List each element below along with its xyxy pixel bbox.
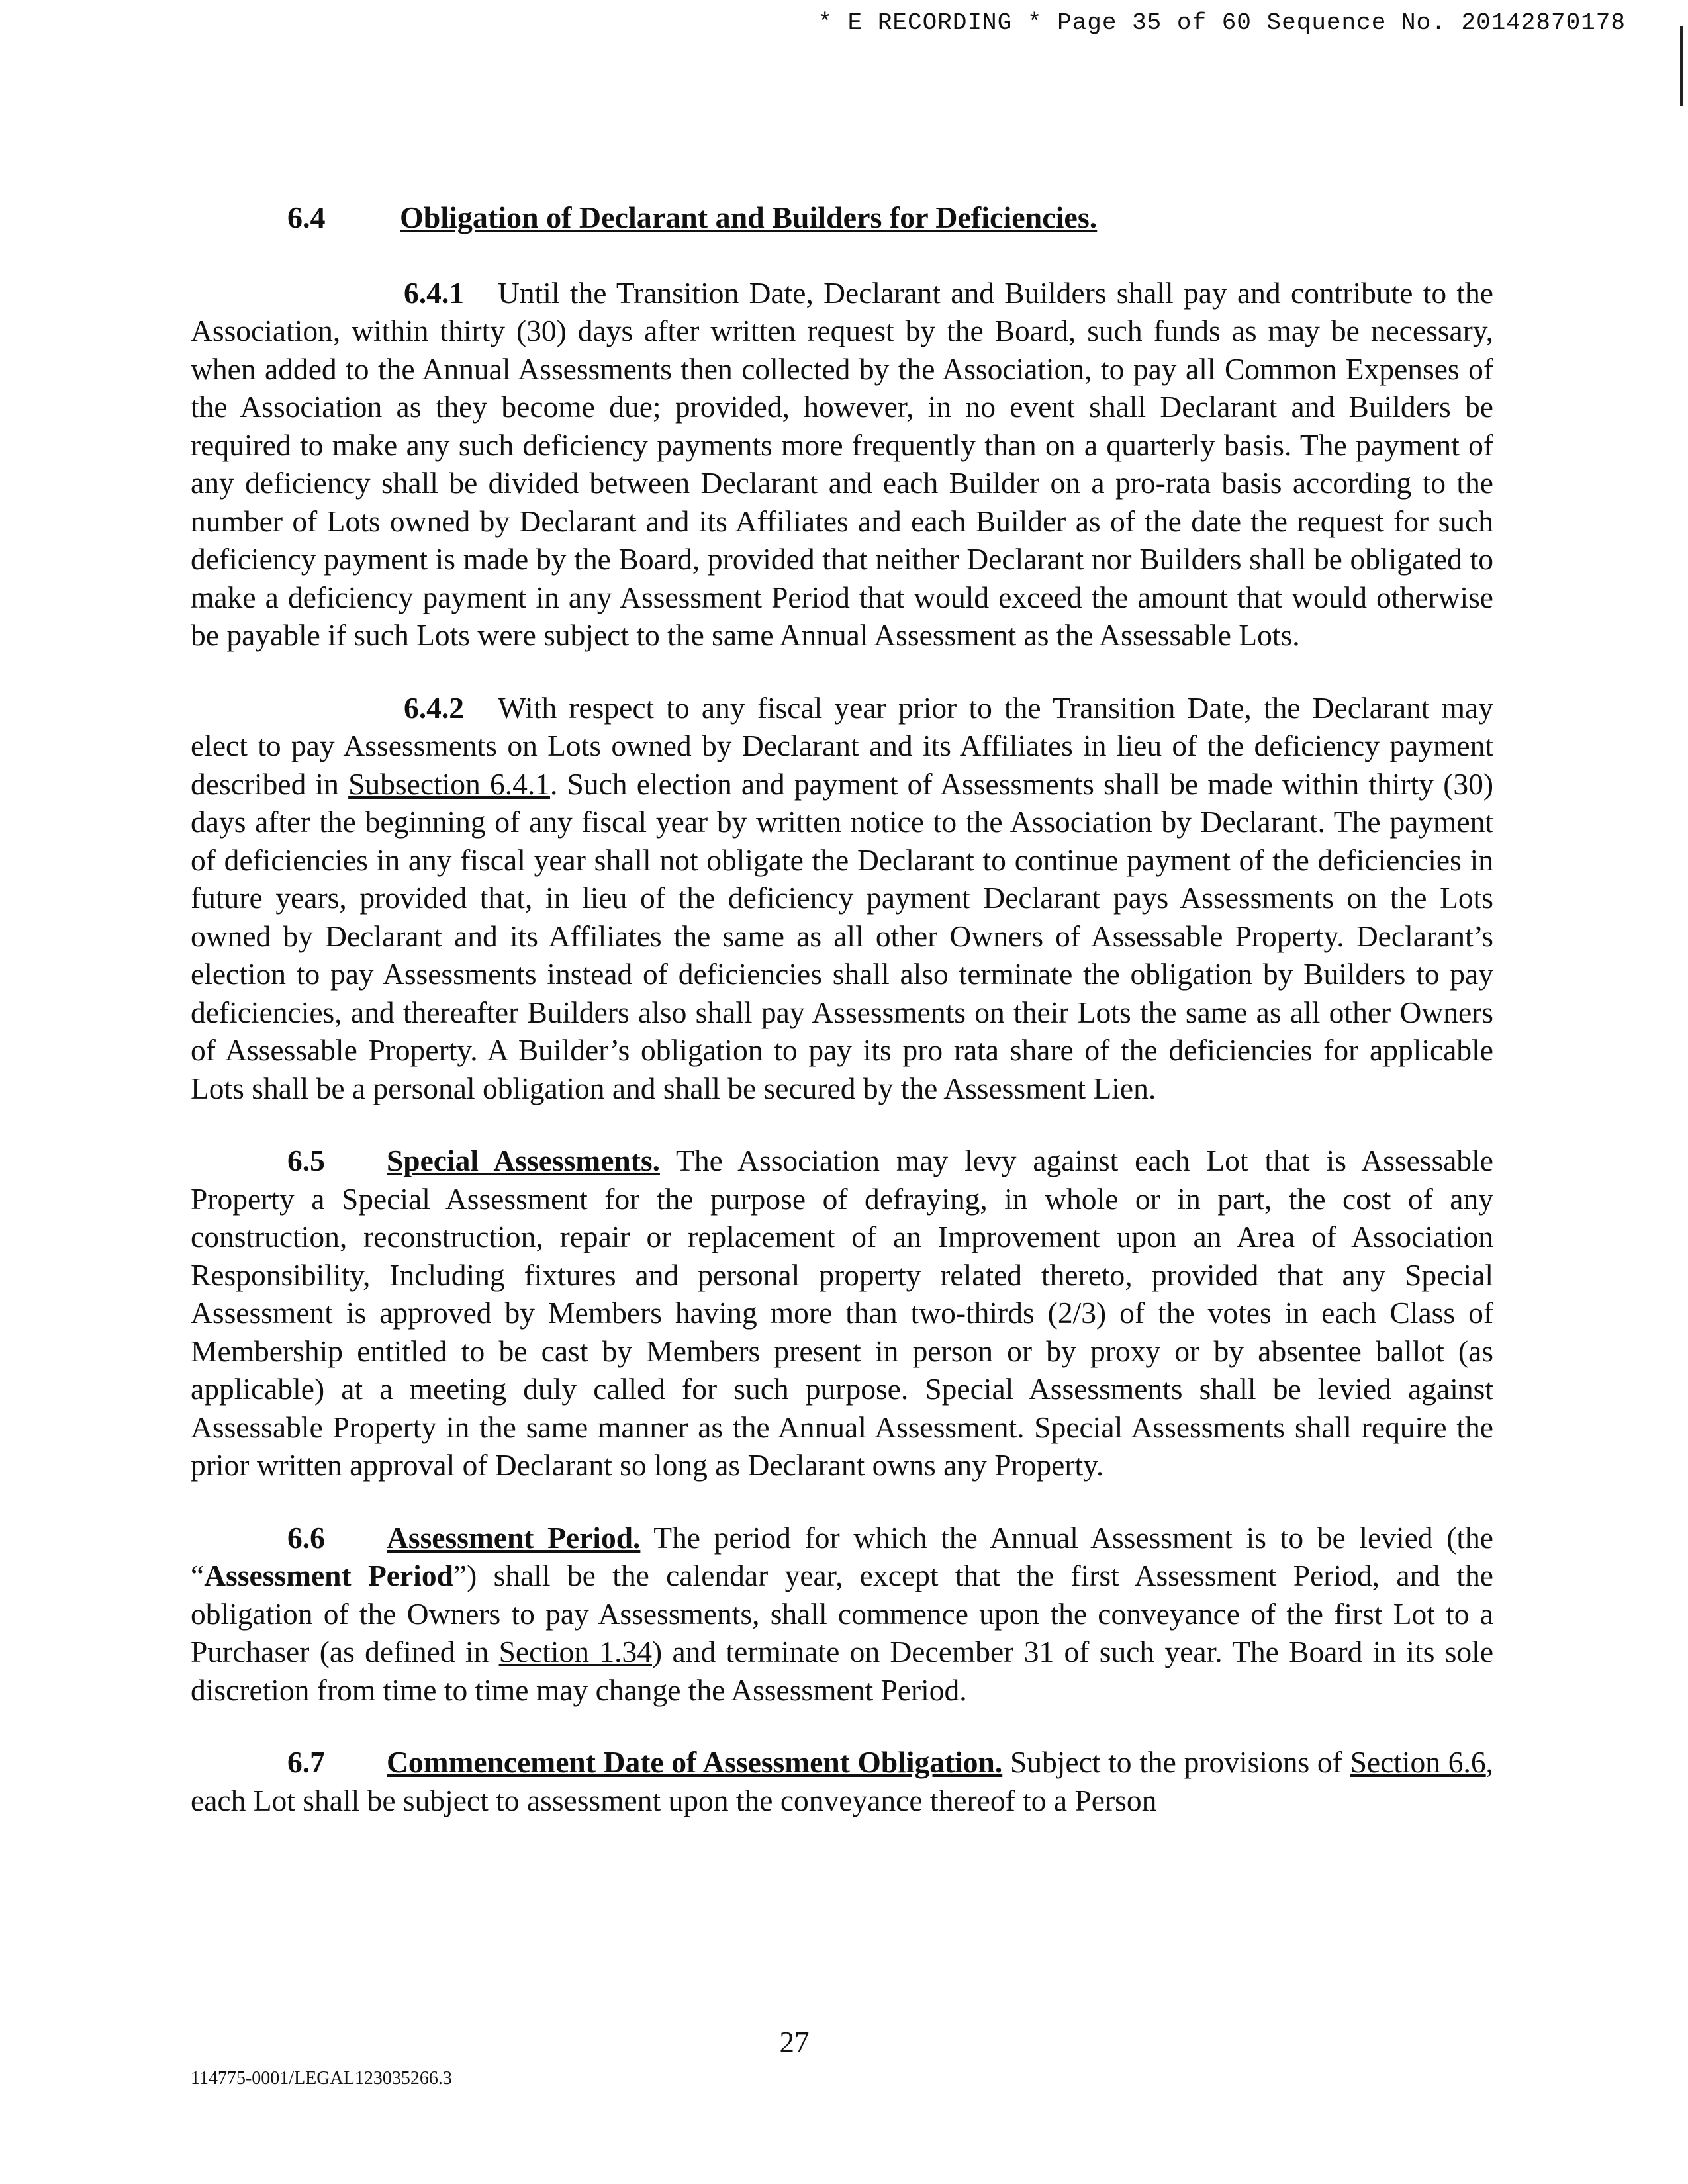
recording-header: * E RECORDING * Page 35 of 60 Sequence No. 20142870178	[818, 9, 1626, 36]
subsection-6-4-2-number: 6.4.2	[404, 690, 464, 725]
section-6-6-text-b: ”) shall be the calendar year, except that the first Assessment Period, and the obligation of the Owners to pay Assessments, shall commence upon the conveyance of the first Lot to a Purchaser (as defined in	[191, 1559, 1493, 1668]
document-body	[191, 199, 1493, 1854]
section-6-7-text-a: Subject to the provisions of	[1009, 1745, 1342, 1779]
section-6-7-text-b: , each Lot shall be subject to assessment upon the conveyance thereof to a Person	[191, 1745, 1494, 1817]
subsection-6-4-2	[191, 689, 1493, 1108]
section-6-5-text: The Association may levy against each Lot that is Assessable Property a Special Assessment for the purpose of defraying, in whole or in part, the cost of any construction, reconstruction, repair or replacement of an Improvement upon an Area of Association Responsibility, Including fixtures and personal property related thereto, provided that any Special Assessment is approved by Members having more than two-thirds (2/3) of the votes in each Class of Membership entitled to be cast by Members present in person or by proxy or by absentee ballot (as applicable) at a meeting duly called for such purpose. Special Assessments shall be levied against Assessable Property in the same manner as the Annual Assessment. Special Assessments shall require the prior written approval of Declarant so long as Declarant owns any Property.	[191, 1144, 1493, 1482]
section-6-7-number: 6.7	[287, 1745, 325, 1779]
subsection-6-4-1-reference: Subsection 6.4.1	[348, 766, 550, 801]
section-6-7	[191, 1743, 1493, 1819]
page-number: 27	[779, 2026, 810, 2059]
section-6-6-text-a: The period for which the Annual Assessment is to be levied (the “	[191, 1520, 1493, 1592]
subsection-6-4-1-text: Until the Transition Date, Declarant and Builders shall pay and contribute to the Association, within thirty (30) days after written request by the Board, such funds as may be necessary, when added to the Annual Assessments then collected by the Association, to pay all Common Expenses of the Association as they become due; provided, however, in no event shall Declarant and Builders be required to make any such deficiency payments more frequently than on a quarterly basis. The payment of any deficiency shall be divided between Declarant and each Builder on a pro-rata basis according to the number of Lots owned by Declarant and its Affiliates and each Builder as of the date the request for such deficiency payment is made by the Board, provided that neither Declarant nor Builders shall be obligated to make a deficiency payment in any Assessment Period that would exceed the amount that would otherwise be payable if such Lots were subject to the same Annual Assessment as the Assessable Lots.	[191, 275, 1493, 652]
subsection-6-4-2-text-b: . Such election and payment of Assessments shall be made within thirty (30) days after the beginning of any fiscal year by written notice to the Association by Declarant. The payment of deficiencies in any fiscal year shall not obligate the Declarant to continue payment of the deficiencies in future years, provided that, in lieu of the deficiency payment Declarant pays Assessments on the Lots owned by Declarant and its Affiliates the same as all other Owners of Assessable Property. Declarant’s election to pay Assessments instead of deficiencies shall also terminate the obligation by Builders to pay deficiencies, and thereafter Builders also shall pay Assessments on their Lots the same as all other Owners of Assessable Property. A Builder’s obligation to pay its pro rata share of the deficiencies for applicable Lots shall be a personal obligation and shall be secured by the Assessment Lien.	[191, 766, 1493, 1105]
assessment-period-defined-term: Assessment Period	[204, 1559, 453, 1592]
subsection-6-4-1	[191, 274, 1493, 655]
section-6-6-reference: Section 6.6	[1350, 1745, 1486, 1779]
section-6-4-number: 6.4	[287, 201, 326, 234]
document-id: 114775-0001/LEGAL123035266.3	[191, 2068, 452, 2089]
section-6-5	[191, 1142, 1493, 1484]
section-6-4-title: Obligation of Declarant and Builders for Deficiencies.	[400, 201, 1098, 234]
section-6-5-number: 6.5	[287, 1144, 325, 1177]
section-6-6-number: 6.6	[287, 1520, 325, 1555]
section-1-34-reference: Section 1.34	[498, 1635, 653, 1668]
scan-edge-mark	[1680, 26, 1683, 106]
section-6-6-title: Assessment Period.	[387, 1520, 641, 1555]
section-6-6-text-c: ) and terminate on December 31 of such year. The Board in its sole discretion from time to time may change the Assessment Period.	[191, 1635, 1494, 1707]
section-6-7-title: Commencement Date of Assessment Obligation.	[387, 1745, 1003, 1779]
section-6-5-title: Special Assessments.	[387, 1144, 660, 1177]
section-6-6	[191, 1519, 1493, 1709]
subsection-6-4-1-number: 6.4.1	[404, 275, 464, 310]
subsection-6-4-2-text-a: With respect to any fiscal year prior to the Transition Date, the Declarant may elect to pay Assessments on Lots owned by Declarant and its Affiliates in lieu of the deficiency payment described in	[191, 690, 1493, 801]
section-6-4-heading	[191, 199, 1493, 237]
